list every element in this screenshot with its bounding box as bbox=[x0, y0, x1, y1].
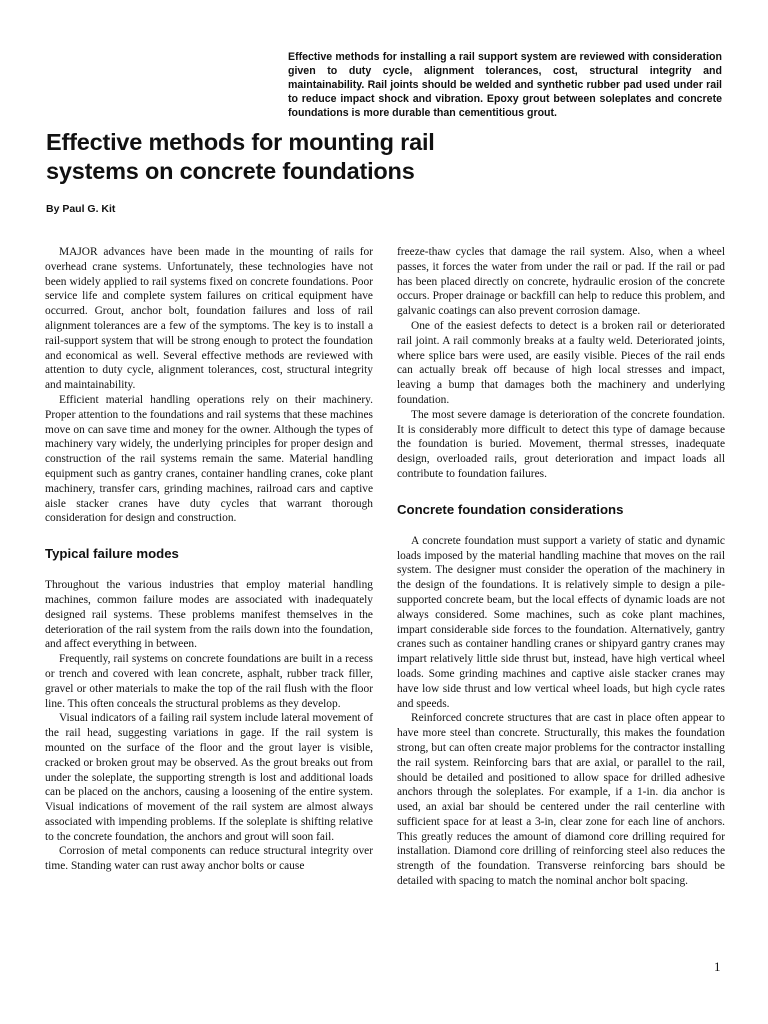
section-heading: Concrete foundation considerations bbox=[397, 501, 624, 517]
paragraph: Efficient material handling operations rely on their machinery. Proper attention to the foundations and rail systems that these machines move on can save time and money for the owner. Although the types of machinery vary widely, the underlying principles for proper design and construction of the rail systems remain the same. Material handling equipment such as gantry cranes, container handling cranes, coke plant machinery, transfer cars, grinding machines, railroad cars and captive aisle stacker cranes have duty cycles that warrant thorough consideration for design and construction. bbox=[45, 393, 373, 525]
paragraph: Visual indicators of a failing rail system include lateral movement of the rail head, suggesting variations in gage. If the rail system is mounted on the surface of the floor and the grout layer is visible, cracked or broken grout may be observed. As the grout breaks out from under the soleplate, the supporting strength is lost and additional loads can be placed on the anchors, causing a loosening of the entire system. Visual indications of movement of the rail system are almost always associated with impending problems. If the soleplate is shifting relative to the concrete foundation, the anchors and grout will soon fail. bbox=[45, 712, 373, 843]
abstract: Effective methods for installing a rail support system are reviewed with consideration given to duty cycle, alignment tolerances, cost, structural integrity and maintainability. Rail joints should be welded and synthetic rubber pad used under rail to reduce impact shock and vibration. Epoxy grout between soleplates and concrete foundations is more durable than cementitious grout. bbox=[288, 51, 722, 119]
paragraph: Reinforced concrete structures that are cast in place often appear to have more steel than concrete. Structurally, this makes the foundation strong, but can often create major problems for the contractor installing the rail system. Reinforcing bars that are axial, or parallel to the rail, should be detailed and positioned to allow space for drilled adhesive anchors through the soleplates. For example, if a 1-in. dia anchor is used, an axial bar should be centered under the rail centerline with sufficient space for at least a 3-in, clear zone for each line of anchors. This greatly reduces the amount of diamond core drilling required for installation. Diamond core drilling of reinforcing steel also reduces the strength of the foundation. Transverse reinforcing bars should be detailed with spacing to match the nominal anchor bolt spacing. bbox=[397, 712, 725, 888]
paragraph: Frequently, rail systems on concrete foundations are built in a recess or trench and covered with lean concrete, asphalt, rubber track filler, gravel or other materials to make the top of the rail flush with the floor line. This often conceals the structural problems as they develop. bbox=[45, 653, 373, 710]
paragraph: The most severe damage is deterioration of the concrete foundation. It is considerably more difficult to detect this type of damage because the foundation is buried. Movement, thermal stresses, inadequate design, overloaded rails, grout deterioration and impact loads all contribute to foundation failures. bbox=[397, 408, 725, 480]
article-title: Effective methods for mounting rail systems on concrete foundations bbox=[46, 129, 435, 184]
paragraph: A concrete foundation must support a variety of static and dynamic loads imposed by the material handling machine that moves on the rail system. The designer must consider the operation of the machinery in the design of the foundations. It is relatively simple to design a pile-supported concrete beam, but the local effects of dynamic loads are not always considered. Some machines, such as coke plant machines, impart considerable side forces to the foundation. Alternatively, gantry cranes such as container handling cranes or shipyard gantry cranes may impart relatively little side thrust but, instead, have high vertical wheel loads. Some grinding machines and captive aisle stacker cranes may have low side thrust and low vertical wheel loads, but high cycle rates and speeds. bbox=[397, 534, 725, 710]
left-column bbox=[45, 245, 373, 874]
paragraph: MAJOR advances have been made in the mounting of rails for overhead crane systems. Unfortunately, these technologies have not been widely applied to rail systems fixed on concrete foundations. Poor service life and complete system failures on critical equipment have occurred. Grout, anchor bolt, foundation failures and loss of rail alignment tolerances are a few of the symptoms. The key is to install a rail-support system that will be strong enough to protect the foundation and economical as well. Several effective methods are reviewed with attention to duty cycle, alignment tolerances, cost, structural integrity and maintainability. bbox=[45, 246, 373, 392]
right-column bbox=[397, 245, 725, 889]
paragraph: Throughout the various industries that employ material handling machines, common failure modes are associated with inadequately designed rail systems. These problems manifest themselves in the deterioration of the rail system from the rails down into the foundation, and affect everything in between. bbox=[45, 579, 373, 651]
paragraph: One of the easiest defects to detect is a broken rail or deteriorated rail joint. A rail commonly breaks at a faulty weld. Deteriorated joints, where splice bars were used, are easily visible. Pieces of the rail ends can actually break off because of high local stresses and impact, leaving a bump that damages both the machinery and underlying foundation. bbox=[397, 319, 725, 406]
paragraph: Corrosion of metal components can reduce structural integrity over time. Standing water can rust away anchor bolts or cause bbox=[45, 845, 373, 873]
byline: By Paul G. Kit bbox=[46, 203, 116, 215]
paragraph: freeze-thaw cycles that damage the rail system. Also, when a wheel passes, it forces the water from under the rail or pad. If the rail or pad has been placed directly on concrete, hydraulic erosion of the concrete occurs. Proper drainage or backfill can help to reduce this problem, and galvanic coatings can also prevent corrosion damage. bbox=[397, 246, 725, 318]
page-number: 1 bbox=[714, 959, 721, 974]
section-heading: Typical failure modes bbox=[45, 546, 179, 562]
